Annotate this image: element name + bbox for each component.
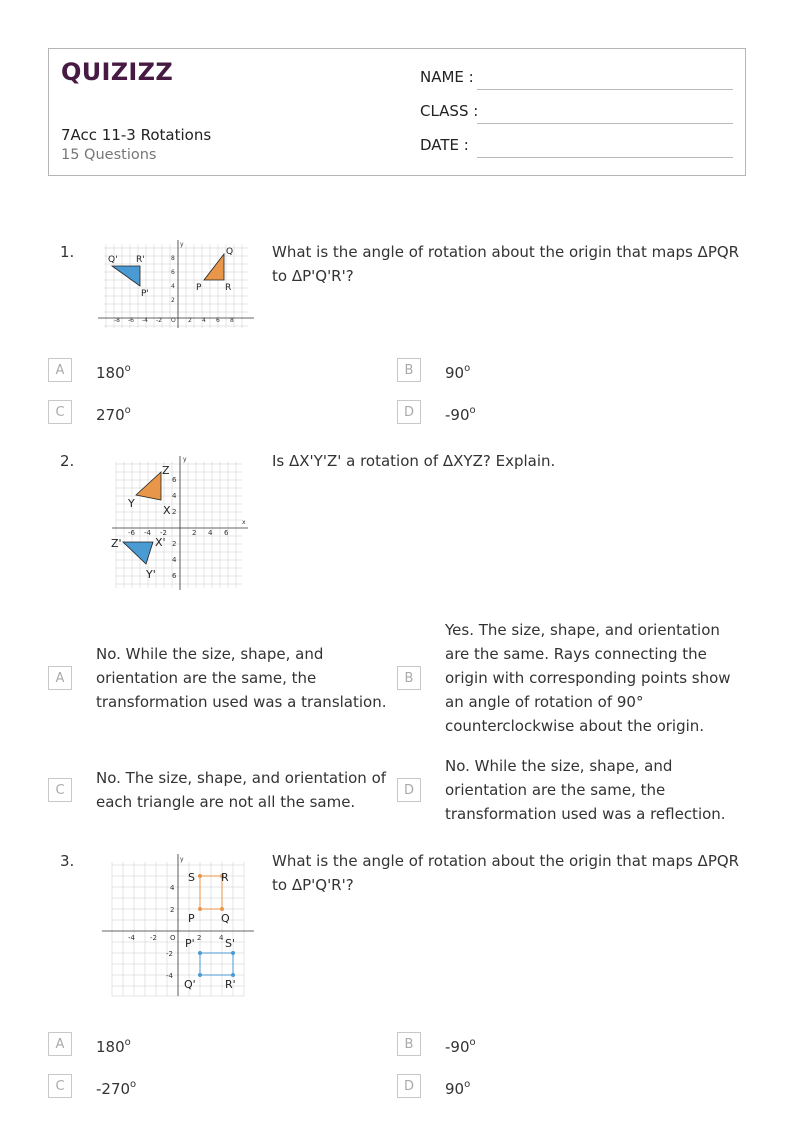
q3-option-a[interactable]	[96, 1032, 131, 1059]
q2-option-c[interactable]: No. The size, shape, and orientation of each triangle are not all the same.	[96, 769, 387, 811]
question-2-figure	[108, 452, 256, 592]
x-axis-label: x	[242, 519, 246, 526]
x-tick: 4	[219, 934, 224, 942]
degree-mark: o	[464, 1079, 471, 1090]
x-tick: 2	[192, 529, 197, 537]
option-letter-b[interactable]: B	[397, 1032, 421, 1056]
option-letter-d[interactable]: D	[397, 1074, 421, 1098]
y-tick: 2	[172, 508, 177, 516]
x-tick: 6	[216, 317, 220, 324]
x-tick: -6	[128, 529, 135, 537]
q1-option-d[interactable]	[445, 400, 476, 427]
y-tick: 4	[171, 283, 175, 290]
name-line[interactable]	[477, 89, 733, 90]
question-count: 15 Questions	[61, 147, 157, 163]
y-tick: -2	[166, 950, 173, 958]
label-s: S	[188, 871, 195, 884]
q3-option-d[interactable]	[445, 1074, 470, 1101]
question-2-text: Is ΔX'Y'Z' a rotation of ΔXYZ? Explain.	[272, 452, 556, 470]
q3-option-b[interactable]	[445, 1032, 476, 1059]
x-tick: 6	[224, 529, 229, 537]
worksheet-title: 7Acc 11-3 Rotations	[61, 126, 212, 144]
triangle-image	[112, 266, 140, 286]
y-tick: 2	[170, 906, 175, 914]
x-tick: -2	[160, 529, 167, 537]
q2-option-b[interactable]: Yes. The size, shape, and orientation are the same. Rays connecting the origin with corresponding points show an angle of rotation of 90° counterclockwise about the origin.	[445, 621, 731, 735]
y-axis-label: y	[180, 241, 184, 248]
option-value: -90	[445, 1038, 470, 1056]
option-value: 180	[96, 1038, 125, 1056]
option-letter-a[interactable]: A	[48, 666, 72, 690]
quizizz-logo: QUIZIZZ	[61, 58, 174, 86]
degree-mark: o	[124, 363, 131, 374]
degree-mark: o	[124, 405, 131, 416]
option-value: -270	[96, 1080, 131, 1098]
option-letter-c[interactable]: C	[48, 400, 72, 424]
x-tick: -6	[128, 317, 134, 324]
q3-option-c[interactable]	[96, 1074, 136, 1101]
x-tick: -4	[142, 317, 148, 324]
y-tick: 8	[171, 255, 175, 262]
y-tick: 4	[172, 492, 177, 500]
class-line[interactable]	[477, 123, 733, 124]
label-z: Z	[162, 464, 170, 477]
label-x: X	[163, 504, 171, 517]
question-1-number: 1.	[60, 243, 75, 261]
x-tick: -2	[150, 934, 157, 942]
label-r-prime: R'	[136, 255, 145, 265]
label-r: R	[225, 283, 232, 293]
y-tick: -4	[166, 972, 173, 980]
name-label: NAME :	[420, 68, 474, 86]
option-value: -90	[445, 406, 470, 424]
question-1-text: What is the angle of rotation about the origin that maps ΔPQR to ΔP'Q'R'?	[272, 243, 740, 285]
option-value: 90	[445, 1080, 465, 1098]
y-tick: 4	[172, 556, 177, 564]
y-tick: 6	[172, 572, 177, 580]
label-p-prime: P'	[141, 289, 149, 299]
label-r: R	[221, 871, 229, 884]
option-letter-c[interactable]: C	[48, 778, 72, 802]
option-letter-d[interactable]: D	[397, 400, 421, 424]
label-q: Q	[221, 912, 230, 925]
x-tick: 4	[202, 317, 206, 324]
option-value: 270	[96, 406, 125, 424]
q1-option-a[interactable]	[96, 358, 131, 385]
q2-option-a[interactable]: No. While the size, shape, and orientation are the same, the transformation used was a translation.	[96, 645, 387, 711]
y-tick: 2	[171, 297, 175, 304]
option-letter-a[interactable]: A	[48, 1032, 72, 1056]
question-1-figure	[96, 238, 256, 332]
option-value: 180	[96, 364, 125, 382]
x-tick: -4	[144, 529, 151, 537]
label-q-prime: Q'	[184, 978, 196, 991]
x-tick: 2	[188, 317, 192, 324]
option-letter-a[interactable]: A	[48, 358, 72, 382]
y-axis-label: y	[180, 856, 184, 863]
triangle-original	[204, 254, 224, 280]
label-s-prime: S'	[225, 937, 236, 950]
class-label: CLASS :	[420, 102, 479, 120]
y-tick: 4	[170, 884, 175, 892]
degree-mark: o	[469, 405, 476, 416]
x-tick: 4	[208, 529, 213, 537]
y-tick: 6	[172, 476, 177, 484]
degree-mark: o	[130, 1079, 137, 1090]
label-p: P	[188, 912, 195, 925]
y-tick: 6	[171, 269, 175, 276]
x-tick: -2	[156, 317, 162, 324]
triangle-image	[123, 542, 153, 564]
x-tick: O	[171, 317, 176, 324]
q1-option-b[interactable]	[445, 358, 470, 385]
option-letter-c[interactable]: C	[48, 1074, 72, 1098]
q2-option-d[interactable]: No. While the size, shape, and orientation are the same, the transformation used was a reflection.	[445, 757, 726, 823]
question-3-number: 3.	[60, 852, 75, 870]
x-tick: 2	[197, 934, 202, 942]
option-letter-b[interactable]: B	[397, 666, 421, 690]
degree-mark: o	[469, 1037, 476, 1048]
label-x-prime: X'	[155, 536, 166, 549]
degree-mark: o	[124, 1037, 131, 1048]
q1-option-c[interactable]	[96, 400, 131, 427]
label-q: Q	[226, 247, 234, 257]
x-tick: O	[170, 934, 176, 942]
label-p: P	[196, 283, 202, 293]
x-tick: 8	[230, 317, 234, 324]
label-q-prime: Q'	[108, 255, 118, 265]
y-axis-label: y	[183, 456, 187, 463]
date-label: DATE :	[420, 136, 469, 154]
x-tick: -4	[128, 934, 135, 942]
label-p-prime: P'	[185, 937, 195, 950]
x-tick: -8	[114, 317, 120, 324]
y-tick: 2	[172, 540, 177, 548]
worksheet-header	[48, 48, 746, 176]
option-letter-d[interactable]: D	[397, 778, 421, 802]
question-3-text: What is the angle of rotation about the origin that maps ΔPQR to ΔP'Q'R'?	[272, 852, 740, 894]
label-r-prime: R'	[225, 978, 236, 991]
label-y: Y	[128, 497, 135, 510]
date-line[interactable]	[477, 157, 733, 158]
degree-mark: o	[464, 363, 471, 374]
option-letter-b[interactable]: B	[397, 358, 421, 382]
option-value: 90	[445, 364, 465, 382]
question-3-figure	[100, 852, 256, 998]
label-y-prime: Y'	[146, 568, 156, 581]
question-2-number: 2.	[60, 452, 75, 470]
label-z-prime: Z'	[111, 537, 122, 550]
